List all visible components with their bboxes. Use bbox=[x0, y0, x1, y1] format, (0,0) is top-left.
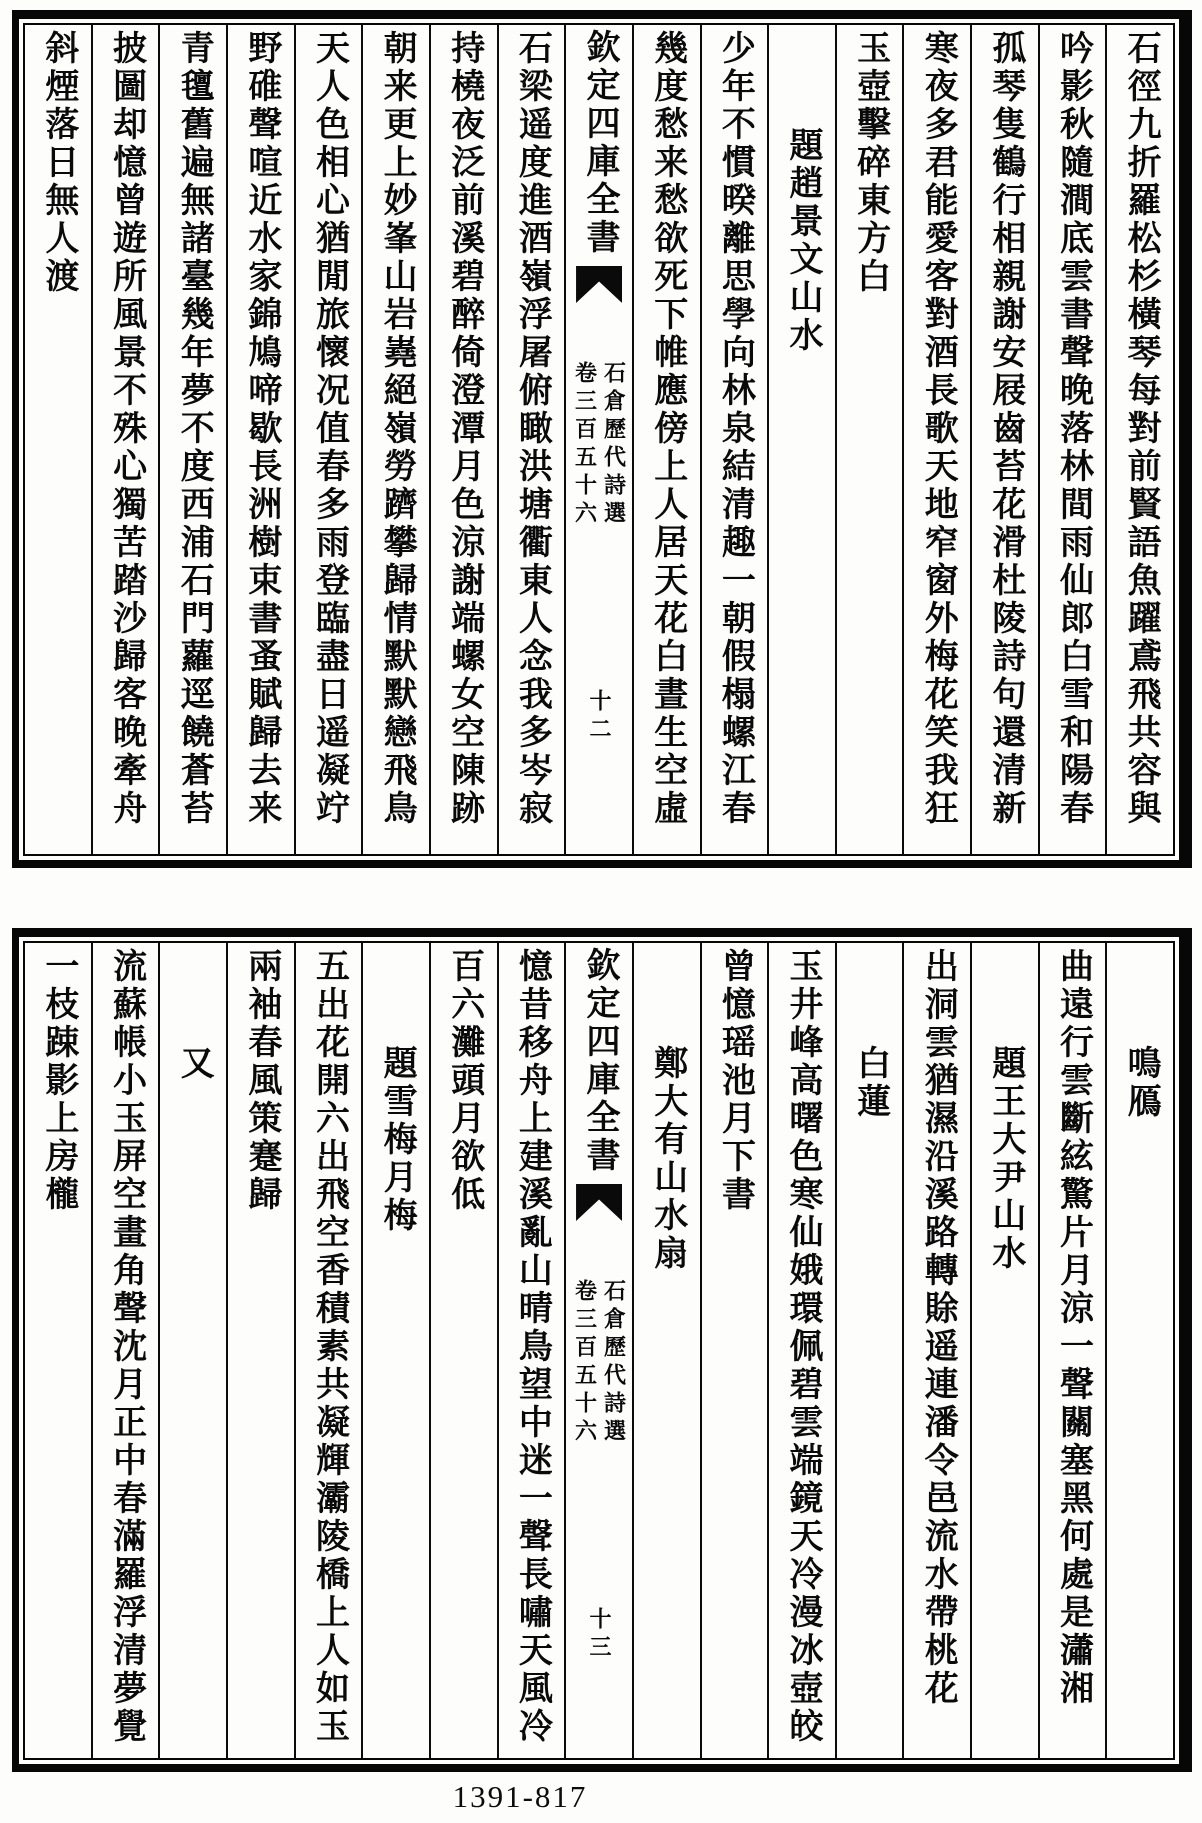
poem-title: 題雪梅月梅 bbox=[378, 1045, 416, 1235]
column-text: 玉壺擊碎東方白 bbox=[851, 30, 889, 296]
column-text: 斜煙落日無人渡 bbox=[39, 30, 77, 296]
page-footer-number: 1391-817 bbox=[452, 1779, 588, 1814]
poem-column bbox=[429, 25, 497, 854]
column-text: 青氊舊遍無諸臺幾年夢不度西浦石門蘿逕饒蒼苔 bbox=[175, 30, 213, 828]
poem-title-column bbox=[1105, 943, 1173, 1758]
siku-title-wrap bbox=[566, 947, 632, 1187]
banxin-center-column bbox=[564, 25, 632, 854]
page-leaf-top bbox=[12, 10, 1192, 868]
column-text: 憶昔移舟上建溪亂山晴鳥望中迷一聲長嘯天風冷 bbox=[513, 948, 551, 1746]
column-text: 兩袖春風策蹇歸 bbox=[242, 948, 280, 1214]
poem-title: 白蓮 bbox=[851, 1045, 889, 1121]
poem-title: 鄭大有山水扇 bbox=[648, 1045, 686, 1273]
poem-column bbox=[632, 25, 700, 854]
poem-column bbox=[700, 943, 768, 1758]
poem-column bbox=[25, 25, 91, 854]
column-text: 流蘇帳小玉屏空畫角聲沈月正中春滿羅浮清夢覺 bbox=[107, 948, 145, 1746]
juan-label: 卷三百五十六 bbox=[572, 361, 598, 529]
poem-column bbox=[902, 25, 970, 854]
poem-column bbox=[25, 943, 91, 1758]
poem-title: 題王大尹山水 bbox=[986, 1045, 1024, 1273]
poem-title-column bbox=[361, 943, 429, 1758]
column-text: 孤琴隻鶴行相親謝安屐齒苔花滑杜陵詩句還清新 bbox=[986, 30, 1024, 828]
book-title: 石倉歷代詩選 bbox=[601, 1279, 627, 1447]
column-text: 曾憶瑶池月下書 bbox=[716, 948, 754, 1214]
leaf-number-wrap bbox=[566, 689, 632, 745]
fishtail-ornament-icon bbox=[576, 1184, 622, 1221]
column-text: 一枝踈影上房櫳 bbox=[39, 948, 77, 1214]
poem-column bbox=[226, 25, 294, 854]
column-text: 五出花開六出飛空香積素共凝輝灞陵橋上人如玉 bbox=[310, 948, 348, 1746]
poem-column bbox=[700, 25, 768, 854]
page-leaf-bottom-inner-border bbox=[23, 941, 1175, 1760]
column-text: 少年不慣暌離思學向林泉結清趣一朝假榻螺江春 bbox=[716, 30, 754, 828]
poem-column bbox=[294, 943, 362, 1758]
column-text: 寒夜多君能愛客對酒長歌天地窄窗外梅花笑我狂 bbox=[919, 30, 957, 828]
fishtail-ornament-icon bbox=[576, 266, 622, 303]
poem-column bbox=[294, 25, 362, 854]
banxin-center-column bbox=[564, 943, 632, 1758]
column-text: 石梁遥度進酒嶺浮屠俯瞰洪塘衢東人念我多岑寂 bbox=[513, 30, 551, 828]
poem-column bbox=[1038, 943, 1106, 1758]
column-text: 百六灘頭月欲低 bbox=[445, 948, 483, 1214]
poem-title-column bbox=[835, 943, 903, 1758]
banxin-book-labels bbox=[566, 1279, 632, 1447]
poem-title-column bbox=[767, 25, 835, 854]
poem-column bbox=[226, 943, 294, 1758]
column-text: 持橈夜泛前溪碧醉倚澄潭月色涼謝端螺女空陳跡 bbox=[445, 30, 483, 828]
poem-column bbox=[767, 943, 835, 1758]
poem-column bbox=[1105, 25, 1173, 854]
siku-title-wrap bbox=[566, 29, 632, 269]
poem-column bbox=[91, 25, 159, 854]
column-text: 吟影秋隨澗底雲書聲晚落林間雨仙郎白雪和陽春 bbox=[1054, 30, 1092, 828]
column-text: 玉井峰高曙色寒仙娥環佩碧雲端鏡天冷漫冰壺皎 bbox=[783, 948, 821, 1746]
column-text: 出洞雲猶濕沿溪路轉賖遥連潘令邑流水帶桃花 bbox=[919, 948, 957, 1708]
poem-column bbox=[91, 943, 159, 1758]
column-text: 披圖却憶曾遊所風景不殊心獨苦踏沙歸客晚牽舟 bbox=[107, 30, 145, 828]
poem-column bbox=[835, 25, 903, 854]
column-text: 幾度愁来愁欲死下帷應傍上人居天花白晝生空虛 bbox=[648, 30, 686, 828]
poem-column bbox=[497, 25, 565, 854]
poem-column bbox=[158, 25, 226, 854]
poem-title-column bbox=[632, 943, 700, 1758]
poem-column bbox=[361, 25, 429, 854]
poem-column bbox=[902, 943, 970, 1758]
book-title: 石倉歷代詩選 bbox=[601, 361, 627, 529]
juan-label: 卷三百五十六 bbox=[572, 1279, 598, 1447]
poem-title-column bbox=[970, 943, 1038, 1758]
column-text: 曲遠行雲斷絃驚片月涼一聲關塞黑何處是瀟湘 bbox=[1054, 948, 1092, 1708]
poem-title: 題趙景文山水 bbox=[783, 127, 821, 355]
banxin-book-labels bbox=[566, 361, 632, 529]
siku-quanshu-title: 欽定四庫全書 bbox=[581, 947, 619, 1175]
poem-column bbox=[497, 943, 565, 1758]
poem-column bbox=[970, 25, 1038, 854]
poem-title: 又 bbox=[175, 1045, 213, 1083]
column-text: 天人色相心猶閒旅懷况值春多雨登臨盡日遥凝竚 bbox=[310, 30, 348, 828]
leaf-number: 十三 bbox=[587, 1607, 613, 1663]
column-text: 野碓聲喧近水家錦鳩啼歇長洲樹束書蚤賦歸去来 bbox=[242, 30, 280, 828]
poem-column bbox=[1038, 25, 1106, 854]
leaf-number-wrap bbox=[566, 1607, 632, 1663]
poem-title-column bbox=[158, 943, 226, 1758]
siku-quanshu-title: 欽定四庫全書 bbox=[581, 29, 619, 257]
poem-title: 鳴鴈 bbox=[1122, 1045, 1160, 1121]
leaf-number: 十二 bbox=[587, 689, 613, 745]
page-leaf-bottom bbox=[12, 928, 1192, 1772]
column-text: 朝来更上妙峯山岩嶤絕嶺勞躋攀歸情默默戀飛鳥 bbox=[378, 30, 416, 828]
column-text: 石徑九折羅松杉橫琴每對前賢語魚躍鳶飛共容與 bbox=[1122, 30, 1160, 828]
page-leaf-top-inner-border bbox=[23, 23, 1175, 856]
poem-column bbox=[429, 943, 497, 1758]
